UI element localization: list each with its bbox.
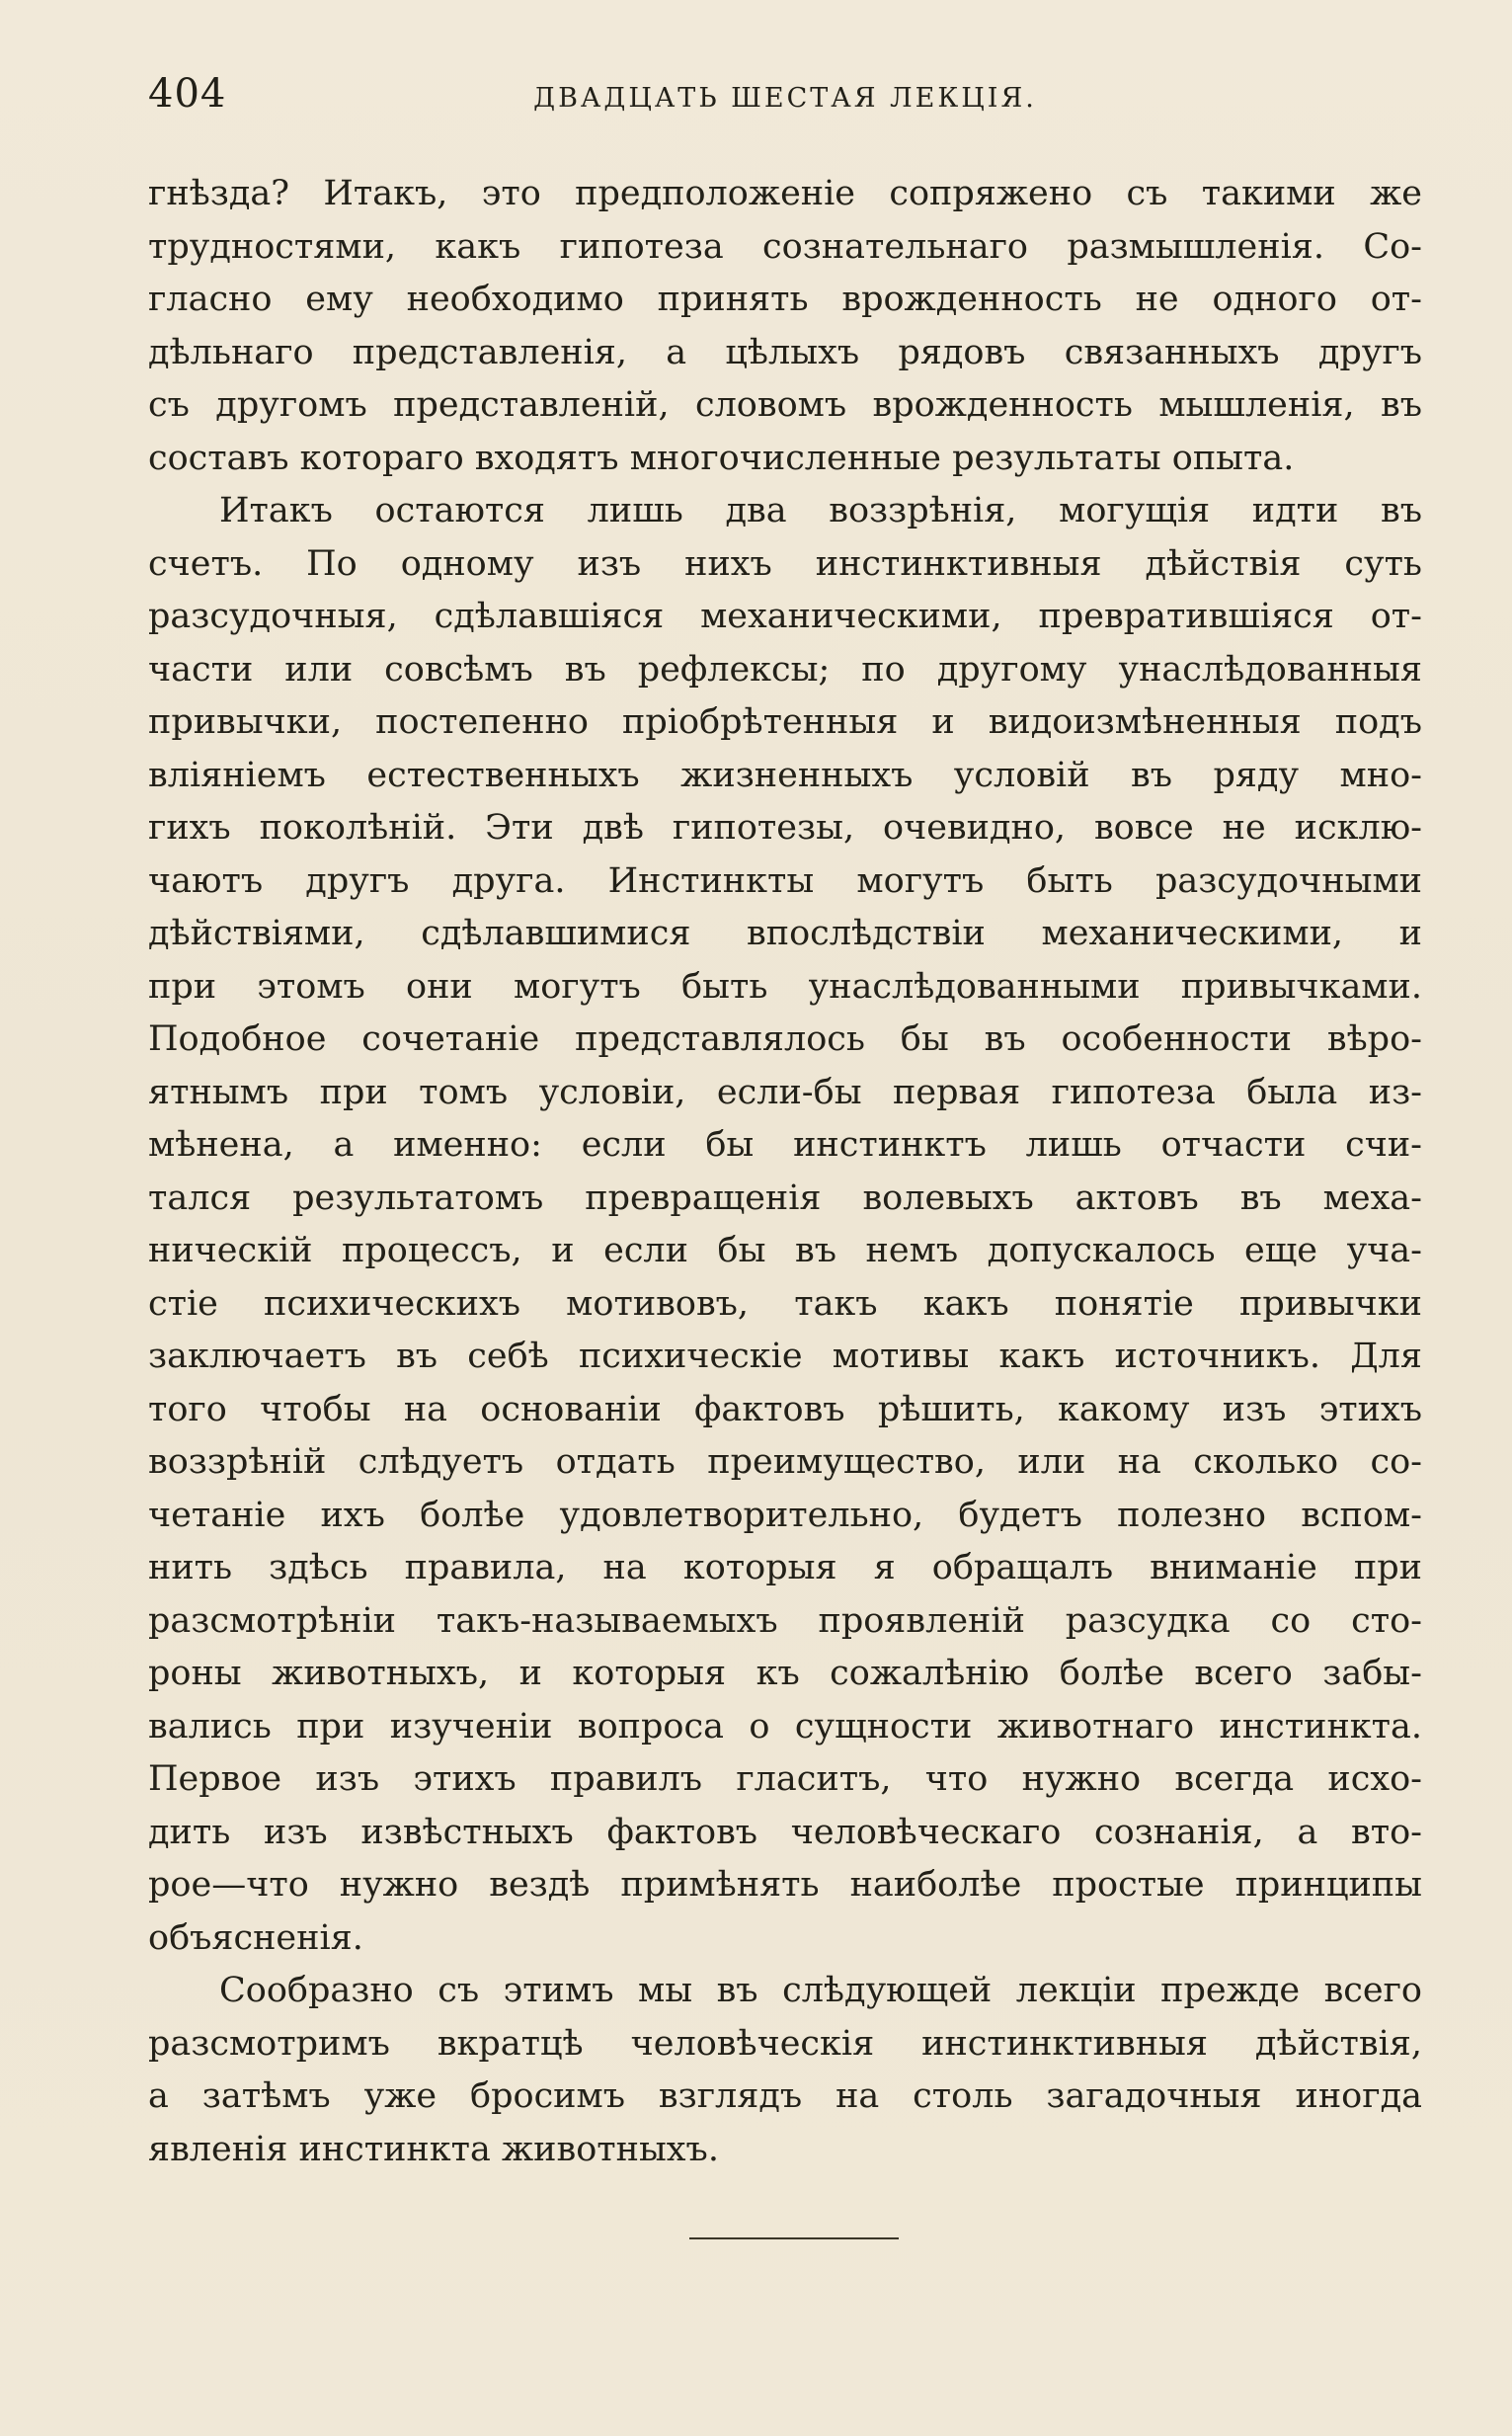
text-line: Итакъ остаются лишь два воззрѣнія, могущія идти въ: [219, 491, 1422, 530]
text-line: вались при изученіи вопроса о сущности животнаго инстинкта.: [148, 1706, 1422, 1746]
text-line: рое—что нужно вездѣ примѣнять наиболѣе простые принципы: [148, 1865, 1422, 1905]
text-line: Подобное сочетаніе представлялось бы въ особенности вѣро-: [148, 1019, 1422, 1059]
text-line: части или совсѣмъ въ рефлексы; по другому унаслѣдованныя: [148, 649, 1422, 690]
text-line: объясненія.: [148, 1917, 363, 1958]
text-line: заключаетъ въ себѣ психическіе мотивы какъ источникъ. Для: [148, 1337, 1422, 1376]
running-head: ДВАДЦАТЬ ШЕСТАЯ ЛЕКЦІЯ.: [533, 83, 1037, 114]
text-line: привычки, постепенно пріобрѣтенныя и видоизмѣненныя подъ: [148, 702, 1422, 742]
text-line: дѣльнаго представленія, а цѣлыхъ рядовъ связанныхъ другъ: [148, 332, 1422, 372]
paragraph: [148, 485, 1422, 1965]
text-line: гласно ему необходимо принять врожденность не одного от-: [148, 280, 1422, 319]
text-line: воззрѣній слѣдуетъ отдать преимущество, или на сколько со-: [148, 1442, 1422, 1482]
text-line: ятнымъ при томъ условіи, если-бы первая гипотеза была из-: [148, 1072, 1422, 1112]
text-line: а затѣмъ уже бросимъ взглядъ на столь загадочныя иногда: [148, 2076, 1422, 2116]
page-header: [148, 71, 1422, 130]
text-line: разсудочныя, сдѣлавшіяся механическими, превратившіяся от-: [148, 597, 1422, 636]
text-line: разсмотримъ вкратцѣ человѣческія инстинктивныя дѣйствія,: [148, 2023, 1422, 2064]
text-line: гихъ поколѣній. Эти двѣ гипотезы, очевидно, вовсе не исклю-: [148, 808, 1422, 848]
text-line: съ другомъ представленій, словомъ врожденность мышленія, въ: [148, 385, 1422, 425]
text-line: ническій процессъ, и если бы въ немъ допускалось еще уча-: [148, 1231, 1422, 1270]
paragraph: [148, 1965, 1422, 2176]
text-line: разсмотрѣніи такъ-называемыхъ проявленій разсудка со сто-: [148, 1600, 1422, 1641]
end-rule: [689, 2237, 899, 2239]
text-line: Сообразно съ этимъ мы въ слѣдующей лекціи прежде всего: [219, 1971, 1422, 2010]
text-line: нить здѣсь правила, на которыя я обращалъ вниманіе при: [148, 1548, 1422, 1587]
text-line: стіе психическихъ мотивовъ, такъ какъ понятіе привычки: [148, 1283, 1422, 1324]
paragraph: [148, 168, 1422, 485]
text-line: составъ котораго входятъ многочисленные результаты опыта.: [148, 438, 1295, 478]
text-line: роны животныхъ, и которыя къ сожалѣнію болѣе всего забы-: [148, 1654, 1422, 1693]
text-line: того чтобы на основаніи фактовъ рѣшить, какому изъ этихъ: [148, 1389, 1422, 1429]
text-line: Первое изъ этихъ правилъ гласитъ, что нужно всегда исхо-: [148, 1759, 1422, 1799]
text-line: явленія инстинкта животныхъ.: [148, 2129, 719, 2169]
page-body: [148, 168, 1422, 2176]
text-line: дить изъ извѣстныхъ фактовъ человѣческаго сознанія, а вто-: [148, 1812, 1422, 1852]
text-line: тался результатомъ превращенія волевыхъ актовъ въ меха-: [148, 1177, 1422, 1218]
page-number: 404: [148, 71, 227, 117]
text-line: дѣйствіями, сдѣлавшимися впослѣдствіи механическими, и: [148, 914, 1422, 953]
text-line: мѣнена, а именно: если бы инстинктъ лишь отчасти счи-: [148, 1125, 1422, 1165]
text-line: трудностями, какъ гипотеза сознательнаго размышленія. Со-: [148, 226, 1422, 267]
text-line: вліяніемъ естественныхъ жизненныхъ условій въ ряду мно-: [148, 755, 1422, 795]
text-line: четаніе ихъ болѣе удовлетворительно, будетъ полезно вспом-: [148, 1495, 1422, 1535]
text-line: счетъ. По одному изъ нихъ инстинктивныя дѣйствія суть: [148, 543, 1422, 584]
text-line: чаютъ другъ друга. Инстинкты могутъ быть разсудочными: [148, 860, 1422, 901]
text-line: гнѣзда? Итакъ, это предположеніе сопряжено съ такими же: [148, 174, 1422, 213]
text-line: при этомъ они могутъ быть унаслѣдованными привычками.: [148, 966, 1422, 1007]
